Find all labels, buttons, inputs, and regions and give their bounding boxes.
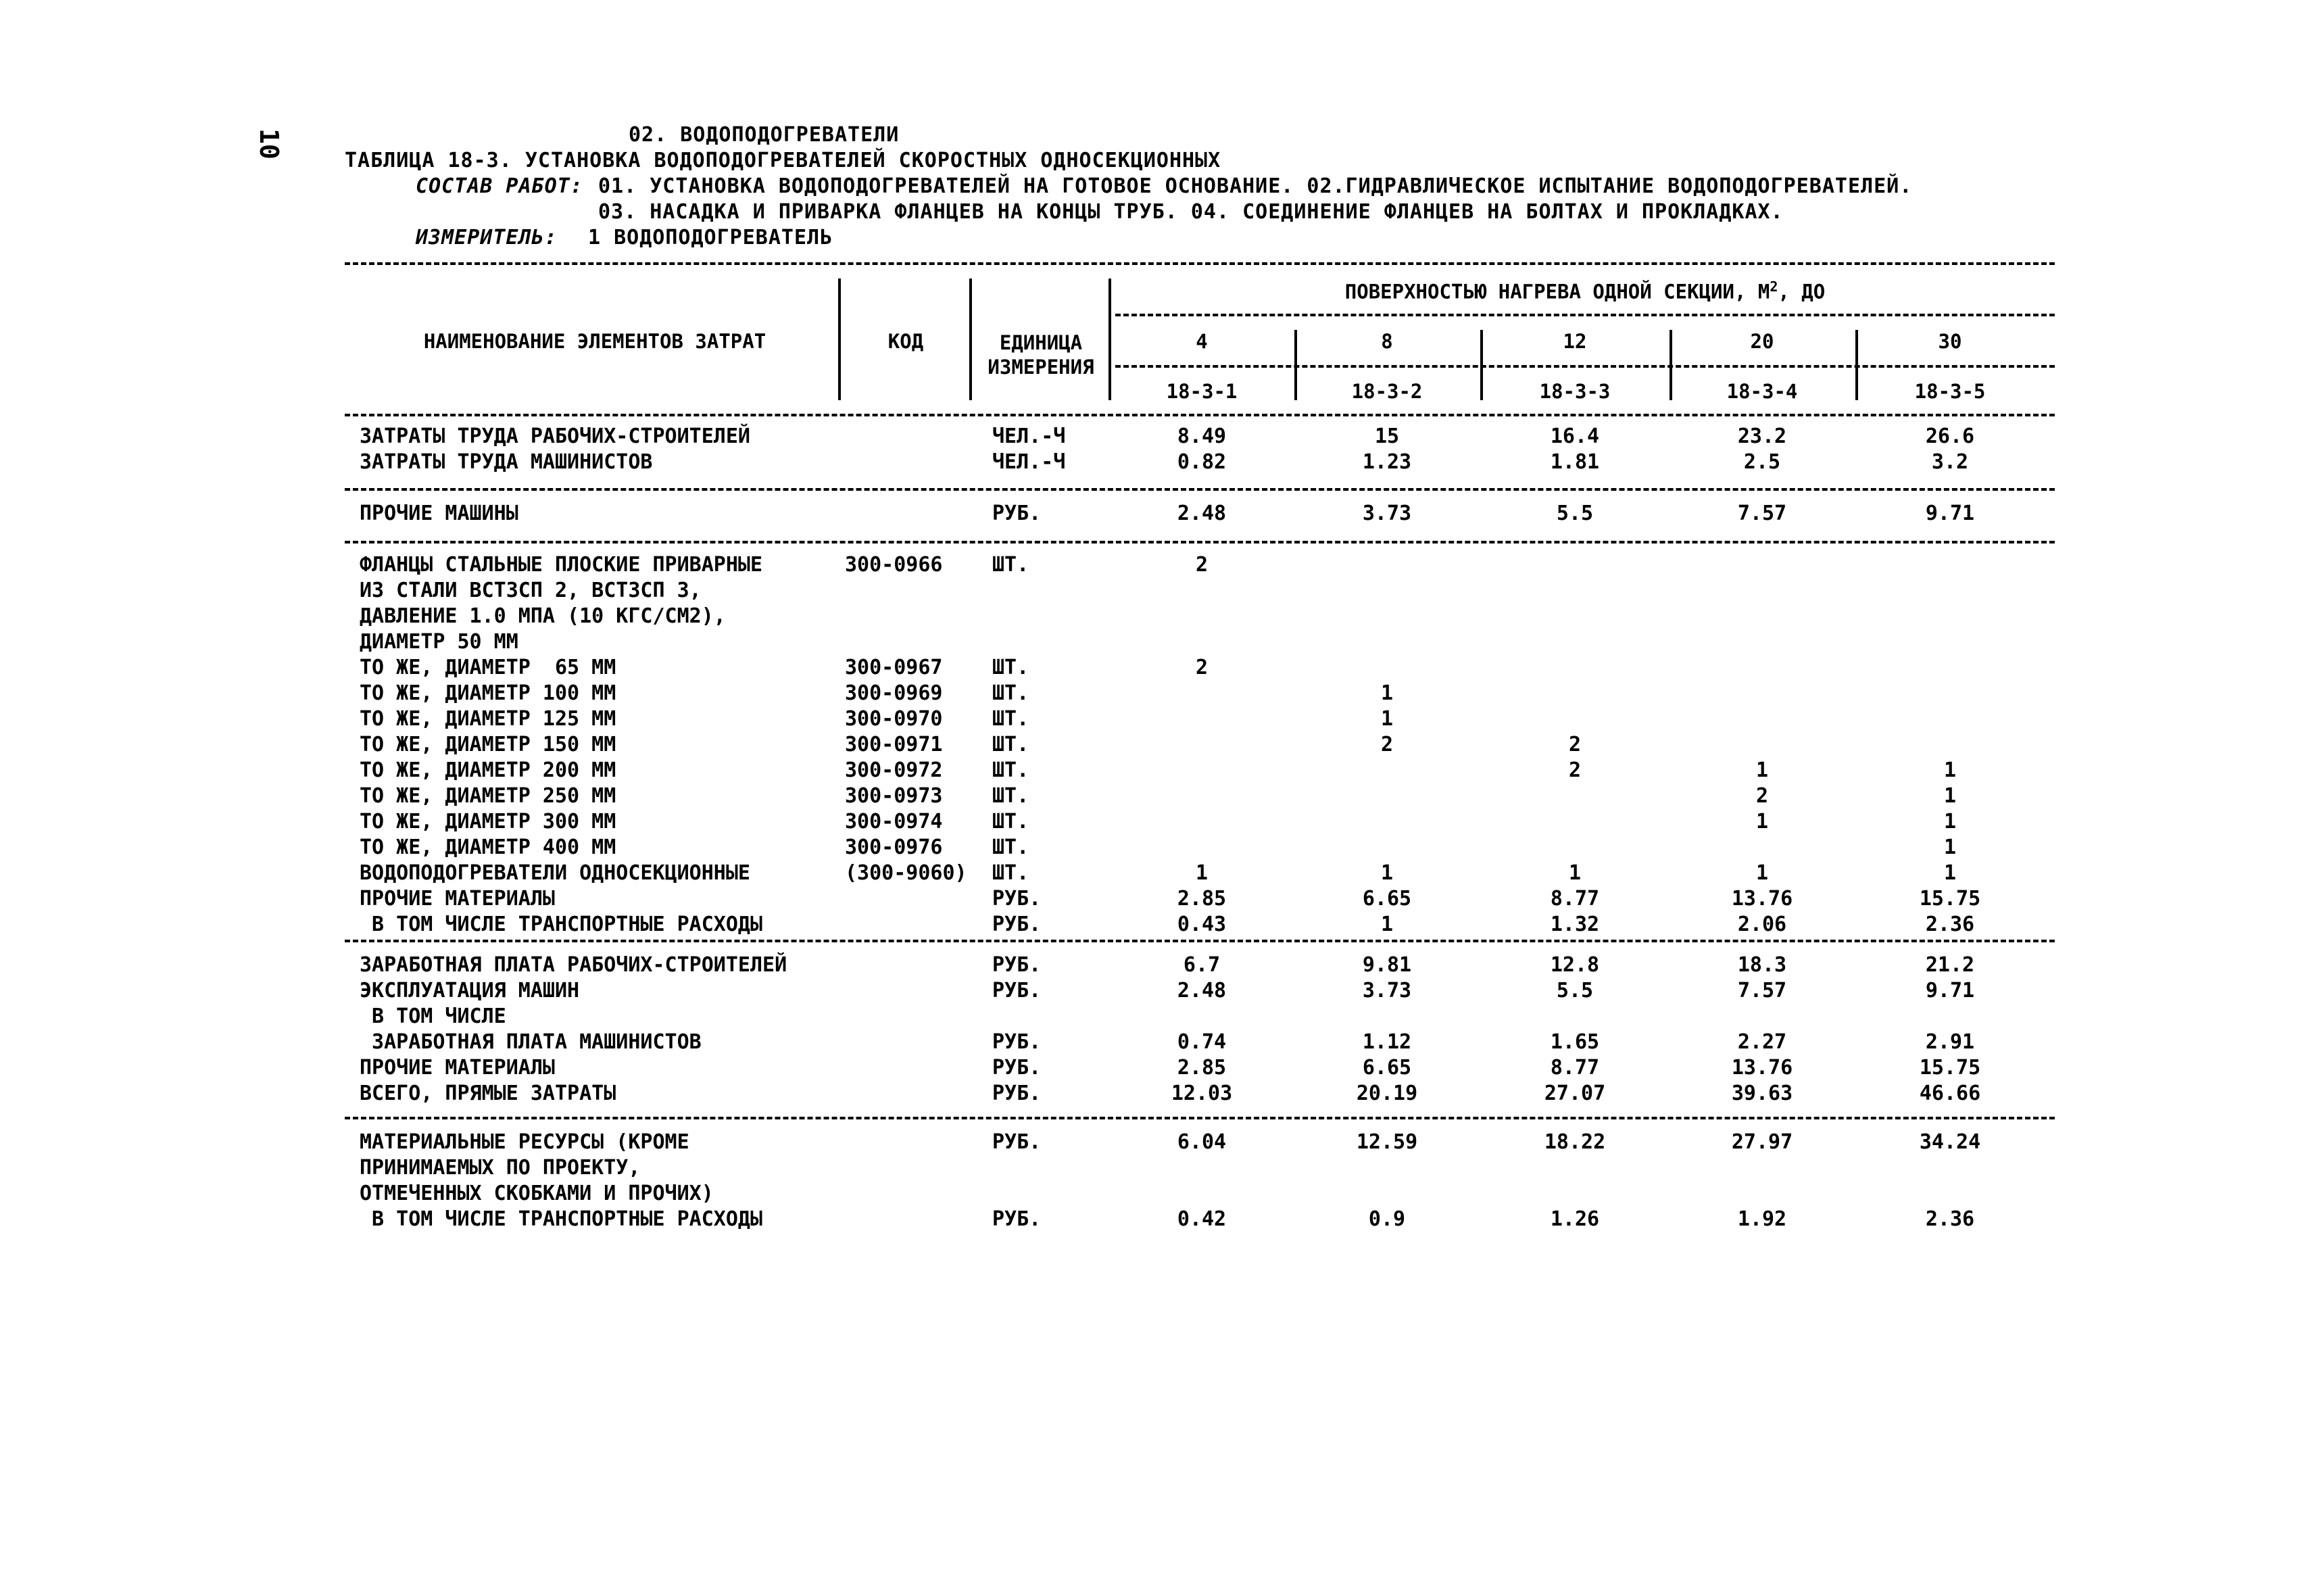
row-unit: РУБ.	[992, 913, 1042, 936]
header-size-2: 8	[1381, 330, 1393, 353]
row-value-col-3: 27.07	[1544, 1082, 1606, 1105]
row-unit: РУБ.	[992, 1207, 1042, 1231]
row-value-col-2: 1	[1380, 681, 1394, 705]
row-value-col-5: 15.75	[1919, 887, 1981, 911]
row-unit: ШТ.	[992, 733, 1029, 756]
row-value-col-2: 3.73	[1362, 979, 1412, 1002]
work-label: СОСТАВ РАБОТ:	[416, 174, 583, 198]
row-name: В ТОМ ЧИСЛЕ	[360, 1005, 506, 1028]
row-name: ТО ЖЕ, ДИАМЕТР 150 ММ	[360, 733, 616, 756]
row-unit: РУБ.	[992, 502, 1042, 525]
row-unit: ШТ.	[992, 656, 1029, 679]
row-value-col-1: 2.48	[1177, 979, 1227, 1002]
header-norm-code-5: 18-3-5	[1914, 380, 1986, 403]
row-value-col-4: 7.57	[1737, 502, 1787, 525]
row-value-col-2: 1.12	[1362, 1030, 1412, 1054]
header-divider	[1480, 330, 1483, 400]
row-name: ПРИНИМАЕМЫХ ПО ПРОЕКТУ,	[360, 1156, 641, 1180]
row-value-col-3: 8.77	[1550, 887, 1600, 911]
header-norm-code-2: 18-3-2	[1351, 380, 1423, 403]
row-value-col-4: 1.92	[1737, 1207, 1787, 1231]
row-value-col-5: 34.24	[1919, 1130, 1981, 1154]
row-unit: ШТ.	[992, 681, 1029, 705]
meter-value: 1 ВОДОПОДОГРЕВАТЕЛЬ	[588, 226, 833, 249]
row-value-col-4: 2.5	[1743, 450, 1781, 474]
row-value-col-2: 3.73	[1362, 502, 1412, 525]
row-unit: ЧЕЛ.-Ч	[992, 450, 1066, 474]
row-value-col-1: 6.04	[1177, 1130, 1227, 1154]
row-value-col-2: 1	[1380, 707, 1394, 731]
row-value-col-2: 12.59	[1356, 1130, 1418, 1154]
header-norm-code-3: 18-3-3	[1539, 380, 1611, 403]
row-name: ТО ЖЕ, ДИАМЕТР 65 ММ	[360, 656, 616, 679]
row-value-col-5: 9.71	[1925, 502, 1975, 525]
row-name: ТО ЖЕ, ДИАМЕТР 250 ММ	[360, 784, 616, 808]
header-name: НАИМЕНОВАНИЕ ЭЛЕМЕНТОВ ЗАТРАТ	[423, 330, 766, 353]
header-unit-line2: ИЗМЕРЕНИЯ	[988, 356, 1094, 379]
row-value-col-5: 1	[1943, 861, 1957, 885]
row-value-col-5: 2.36	[1925, 913, 1975, 936]
row-value-col-1: 12.03	[1171, 1082, 1233, 1105]
row-value-col-3: 1.81	[1550, 450, 1600, 474]
row-value-col-1: 6.7	[1183, 953, 1221, 977]
row-value-col-3: 1	[1568, 861, 1582, 885]
work-line-2: 03. НАСАДКА И ПРИВАРКА ФЛАНЦЕВ НА КОНЦЫ ТРУБ. 04. СОЕДИНЕНИЕ ФЛАНЦЕВ НА БОЛТАХ И ПРОКЛАДКАХ.	[598, 200, 1784, 224]
header-group-title-a: ПОВЕРХНОСТЬЮ НАГРЕВА ОДНОЙ СЕКЦИИ, М	[1344, 280, 1770, 304]
row-unit: ШТ.	[992, 784, 1029, 808]
section-rule	[345, 488, 2055, 491]
row-unit: РУБ.	[992, 1030, 1042, 1054]
header-size-4: 20	[1750, 330, 1774, 353]
row-code: 300-0969	[845, 681, 943, 705]
header-divider	[1294, 330, 1297, 400]
row-unit: ШТ.	[992, 707, 1029, 731]
row-code: 300-0970	[845, 707, 943, 731]
row-name: ЗАТРАТЫ ТРУДА МАШИНИСТОВ	[360, 450, 653, 474]
row-name: ТО ЖЕ, ДИАМЕТР 300 ММ	[360, 810, 616, 833]
row-value-col-2: 9.81	[1362, 953, 1412, 977]
table-top-rule	[345, 262, 2055, 265]
row-value-col-1: 0.74	[1177, 1030, 1227, 1054]
section-title: 02. ВОДОПОДОГРЕВАТЕЛИ	[629, 123, 900, 147]
row-value-col-3: 16.4	[1550, 425, 1600, 448]
row-unit: ЧЕЛ.-Ч	[992, 425, 1066, 448]
row-name: ТО ЖЕ, ДИАМЕТР 100 ММ	[360, 681, 616, 705]
row-name: ТО ЖЕ, ДИАМЕТР 125 ММ	[360, 707, 616, 731]
header-code: КОД	[887, 330, 924, 353]
row-value-col-3: 1.32	[1550, 913, 1600, 936]
row-value-col-4: 23.2	[1737, 425, 1787, 448]
row-name: ПРОЧИЕ МАШИНЫ	[360, 502, 518, 525]
row-value-col-5: 2.36	[1925, 1207, 1975, 1231]
row-name: ТО ЖЕ, ДИАМЕТР 200 ММ	[360, 758, 616, 782]
row-value-col-2: 20.19	[1356, 1082, 1418, 1105]
row-value-col-4: 13.76	[1731, 887, 1793, 911]
section-rule	[345, 940, 2055, 942]
row-name: ЗАРАБОТНАЯ ПЛАТА МАШИНИСТОВ	[360, 1030, 702, 1054]
row-value-col-1: 0.43	[1177, 913, 1227, 936]
header-divider	[1670, 330, 1672, 400]
row-name: ПРОЧИЕ МАТЕРИАЛЫ	[360, 1056, 555, 1080]
row-value-col-5: 9.71	[1925, 979, 1975, 1002]
row-code: 300-0971	[845, 733, 943, 756]
row-name: ЗАРАБОТНАЯ ПЛАТА РАБОЧИХ-СТРОИТЕЛЕЙ	[360, 953, 787, 977]
row-code: (300-9060)	[845, 861, 967, 885]
header-group-title-sup: 2	[1770, 279, 1778, 295]
row-value-col-4: 1	[1755, 810, 1769, 833]
header-size-rule	[1115, 365, 2055, 368]
row-value-col-3: 2	[1568, 758, 1582, 782]
row-value-col-3: 1.65	[1550, 1030, 1600, 1054]
row-value-col-1: 2.85	[1177, 887, 1227, 911]
row-value-col-1: 0.82	[1177, 450, 1227, 474]
table-title: ТАБЛИЦА 18-3. УСТАНОВКА ВОДОПОДОГРЕВАТЕЛЕЙ СКОРОСТНЫХ ОДНОСЕКЦИОННЫХ	[345, 149, 1221, 172]
row-name: ВОДОПОДОГРЕВАТЕЛИ ОДНОСЕКЦИОННЫЕ	[360, 861, 750, 885]
row-value-col-2: 1	[1380, 861, 1394, 885]
row-name: В ТОМ ЧИСЛЕ ТРАНСПОРТНЫЕ РАСХОДЫ	[360, 1207, 763, 1231]
row-value-col-2: 1	[1380, 913, 1394, 936]
row-unit: ШТ.	[992, 553, 1029, 577]
section-rule	[345, 541, 2055, 543]
row-name: ТО ЖЕ, ДИАМЕТР 400 ММ	[360, 836, 616, 859]
row-value-col-2: 0.9	[1368, 1207, 1406, 1231]
row-code: 300-0973	[845, 784, 943, 808]
row-unit: РУБ.	[992, 1130, 1042, 1154]
row-name: МАТЕРИАЛЬНЫЕ РЕСУРСЫ (КРОМЕ	[360, 1130, 689, 1154]
header-divider	[1108, 279, 1111, 400]
row-value-col-5: 1	[1943, 810, 1957, 833]
header-size-3: 12	[1563, 330, 1587, 353]
row-value-col-2: 1.23	[1362, 450, 1412, 474]
header-unit-line1: ЕДИНИЦА	[999, 331, 1083, 354]
header-size-1: 4	[1196, 330, 1208, 353]
row-value-col-1: 2.48	[1177, 502, 1227, 525]
row-value-col-4: 39.63	[1731, 1082, 1793, 1105]
row-value-col-2: 6.65	[1362, 887, 1412, 911]
row-value-col-5: 1	[1943, 784, 1957, 808]
row-unit: РУБ.	[992, 953, 1042, 977]
row-name: ИЗ СТАЛИ ВСТ3СП 2, ВСТ3СП 3,	[360, 579, 702, 602]
header-divider	[838, 279, 841, 400]
header-group-title	[1115, 279, 2055, 304]
row-unit: ШТ.	[992, 758, 1029, 782]
header-group-rule	[1115, 314, 2055, 316]
row-value-col-4: 18.3	[1737, 953, 1787, 977]
row-value-col-3: 8.77	[1550, 1056, 1600, 1080]
header-norm-code-4: 18-3-4	[1726, 380, 1798, 403]
header-group-title-b: , ДО	[1778, 280, 1826, 304]
row-value-col-5: 46.66	[1919, 1082, 1981, 1105]
row-value-col-3: 18.22	[1544, 1130, 1606, 1154]
row-value-col-5: 15.75	[1919, 1056, 1981, 1080]
row-code: 300-0974	[845, 810, 943, 833]
row-unit: ШТ.	[992, 861, 1029, 885]
row-unit: РУБ.	[992, 1056, 1042, 1080]
row-value-col-5: 26.6	[1925, 425, 1975, 448]
row-value-col-4: 27.97	[1731, 1130, 1793, 1154]
row-name: ПРОЧИЕ МАТЕРИАЛЫ	[360, 887, 555, 911]
row-value-col-5: 1	[1943, 836, 1957, 859]
row-value-col-3: 2	[1568, 733, 1582, 756]
row-value-col-4: 2.06	[1737, 913, 1787, 936]
header-size-5: 30	[1938, 330, 1962, 353]
row-value-col-3: 1.26	[1550, 1207, 1600, 1231]
header-bottom-rule	[345, 414, 2055, 416]
row-value-col-1: 1	[1195, 861, 1209, 885]
row-unit: ШТ.	[992, 836, 1029, 859]
row-value-col-4: 7.57	[1737, 979, 1787, 1002]
row-code: 300-0966	[845, 553, 943, 577]
header-norm-code-1: 18-3-1	[1166, 380, 1238, 403]
row-value-col-4: 2.27	[1737, 1030, 1787, 1054]
row-value-col-4: 2	[1755, 784, 1769, 808]
row-name: ФЛАНЦЫ СТАЛЬНЫЕ ПЛОСКИЕ ПРИВАРНЫЕ	[360, 553, 763, 577]
row-unit: РУБ.	[992, 887, 1042, 911]
row-value-col-5: 3.2	[1931, 450, 1969, 474]
row-code: 300-0972	[845, 758, 943, 782]
header-divider	[1855, 330, 1858, 400]
row-value-col-1: 2	[1195, 553, 1209, 577]
row-unit: РУБ.	[992, 979, 1042, 1002]
row-value-col-3: 12.8	[1550, 953, 1600, 977]
header-divider	[969, 279, 972, 400]
row-name: ОТМЕЧЕННЫХ СКОБКАМИ И ПРОЧИХ)	[360, 1182, 714, 1205]
row-value-col-1: 0.42	[1177, 1207, 1227, 1231]
row-code: 300-0967	[845, 656, 943, 679]
row-name: ЗАТРАТЫ ТРУДА РАБОЧИХ-СТРОИТЕЛЕЙ	[360, 425, 750, 448]
row-name: В ТОМ ЧИСЛЕ ТРАНСПОРТНЫЕ РАСХОДЫ	[360, 913, 763, 936]
row-value-col-2: 2	[1380, 733, 1394, 756]
row-code: 300-0976	[845, 836, 943, 859]
row-value-col-5: 1	[1943, 758, 1957, 782]
row-unit: ШТ.	[992, 810, 1029, 833]
section-rule	[345, 1117, 2055, 1119]
row-value-col-4: 1	[1755, 758, 1769, 782]
row-value-col-5: 21.2	[1925, 953, 1975, 977]
page-number: 10	[254, 128, 284, 160]
row-value-col-1: 8.49	[1177, 425, 1227, 448]
meter-label: ИЗМЕРИТЕЛЬ:	[416, 226, 558, 249]
work-line-1: 01. УСТАНОВКА ВОДОПОДОГРЕВАТЕЛЕЙ НА ГОТОВОЕ ОСНОВАНИЕ. 02.ГИДРАВЛИЧЕСКОЕ ИСПЫТАНИЕ ВОДОПОДОГРЕВАТЕЛЕЙ.	[598, 174, 1913, 198]
row-value-col-5: 2.91	[1925, 1030, 1975, 1054]
row-value-col-3: 5.5	[1556, 502, 1594, 525]
row-name: ЭКСПЛУАТАЦИЯ МАШИН	[360, 979, 580, 1002]
row-value-col-1: 2	[1195, 656, 1209, 679]
row-value-col-1: 2.85	[1177, 1056, 1227, 1080]
row-name: ДИАМЕТР 50 ММ	[360, 630, 518, 654]
row-value-col-3: 5.5	[1556, 979, 1594, 1002]
row-value-col-4: 13.76	[1731, 1056, 1793, 1080]
row-value-col-2: 15	[1374, 425, 1400, 448]
row-value-col-4: 1	[1755, 861, 1769, 885]
row-name: ДАВЛЕНИЕ 1.0 МПА (10 КГС/СМ2),	[360, 604, 726, 628]
row-unit: РУБ.	[992, 1082, 1042, 1105]
row-value-col-2: 6.65	[1362, 1056, 1412, 1080]
row-name: ВСЕГО, ПРЯМЫЕ ЗАТРАТЫ	[360, 1082, 616, 1105]
